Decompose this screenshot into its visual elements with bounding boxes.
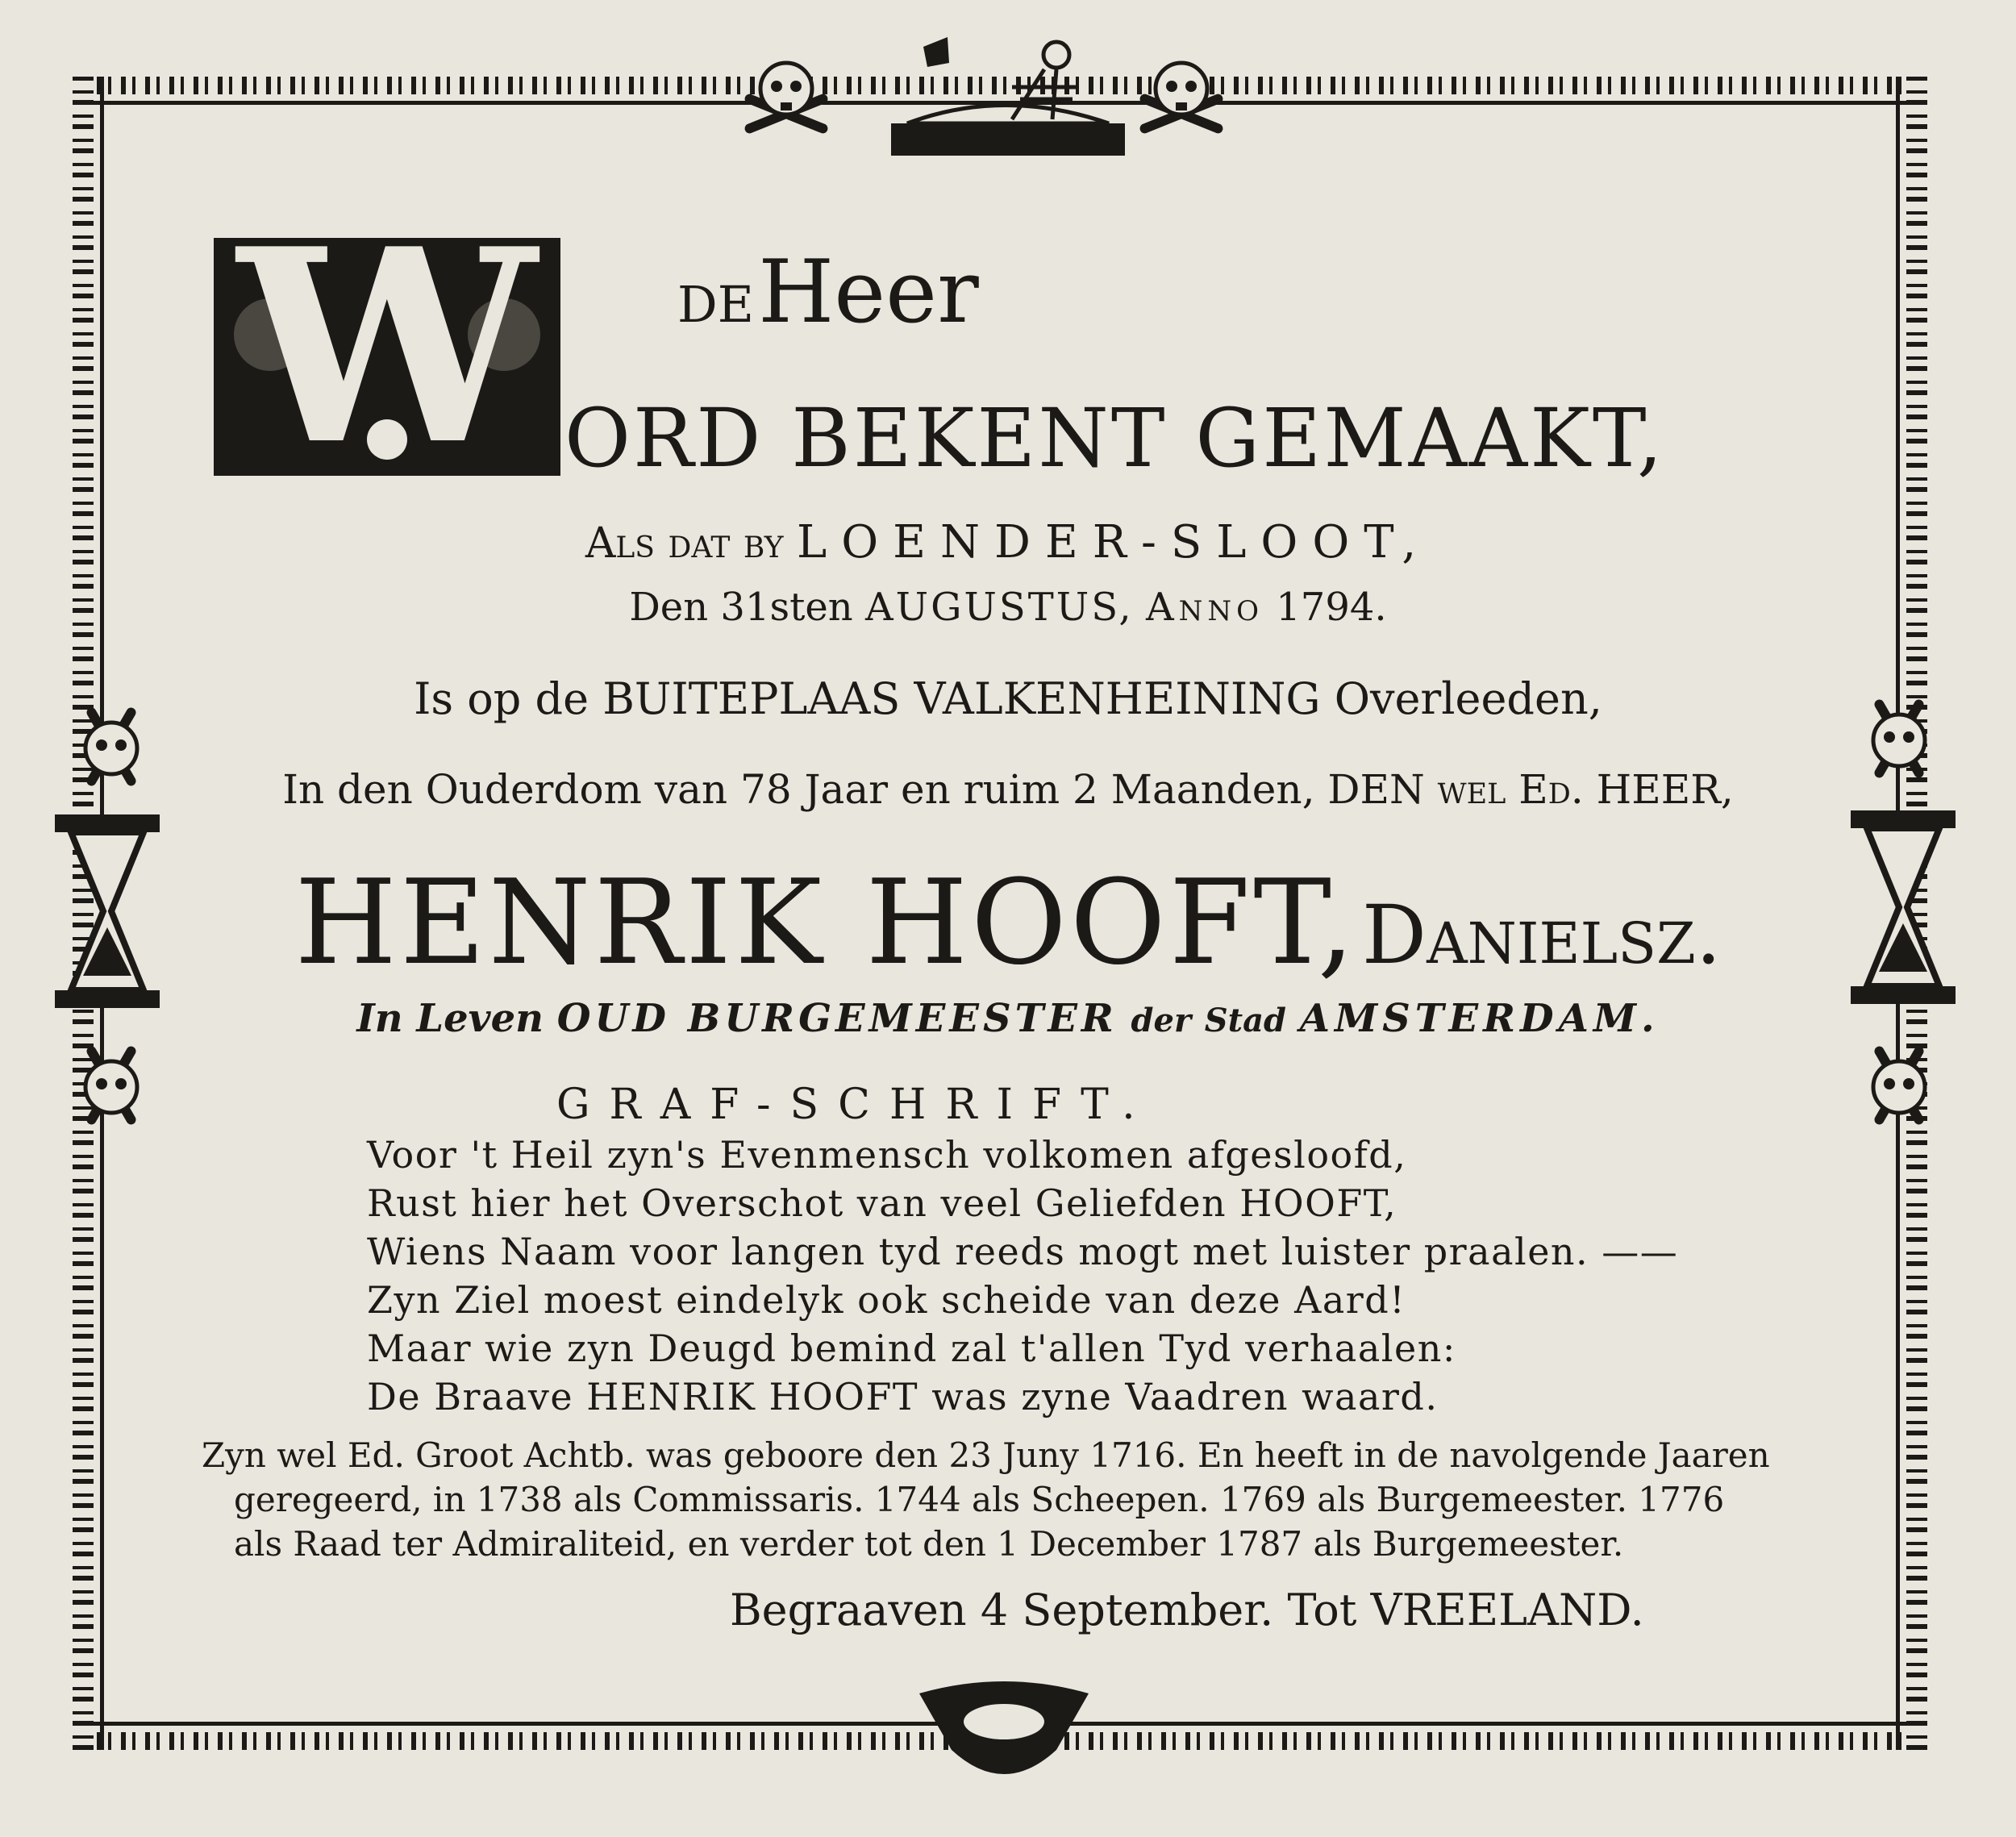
epitaph-line: Maar wie zyn Deugd bemind zal t'allen Tyd verhaalen: bbox=[367, 1327, 1456, 1370]
header-line2: ORD BEKENT GEMAAKT, bbox=[564, 391, 1665, 485]
career-line: als Raad ter Admiraliteid, en verder tot den 1 December 1787 als Burgemeester. bbox=[234, 1524, 1624, 1564]
office-b: OUD BURGEMEESTER bbox=[556, 996, 1118, 1041]
announcement-line1: Is op de BUITEPLAAS VALKENHEINING Overleeden, bbox=[414, 673, 1602, 724]
initial-letter: W bbox=[237, 238, 537, 476]
header-heer: Heer bbox=[758, 242, 979, 343]
epitaph-line: Zyn Ziel moest eindelyk ook scheide van deze Aard! bbox=[367, 1278, 1406, 1322]
epitaph-heading: GRAF-SCHRIFT. bbox=[556, 1081, 1155, 1129]
reclining-skeleton-icon bbox=[891, 31, 1125, 160]
date-year: 1794. bbox=[1276, 585, 1387, 630]
deceased-name bbox=[0, 855, 2016, 991]
floral-ornament-icon bbox=[911, 1677, 1097, 1798]
office-line bbox=[0, 996, 2016, 1041]
skull-crossbones-icon bbox=[1851, 1024, 1947, 1145]
office-a: In Leven bbox=[356, 996, 544, 1041]
epitaph-line: Rust hier het Overschot van veel Geliefden HOOFT, bbox=[367, 1181, 1397, 1225]
date-line bbox=[0, 585, 2016, 630]
header-line3-prefix: Als dat by bbox=[585, 519, 784, 568]
burial-line: Begraaven 4 September. Tot VREELAND. bbox=[730, 1585, 1644, 1635]
name-main: HENRIK HOOFT, bbox=[294, 855, 1358, 991]
epitaph-line: Wiens Naam voor langen tyd reeds mogt met luister praalen. —— bbox=[367, 1230, 1679, 1273]
career-line: geregeerd, in 1738 als Commissaris. 1744 als Scheepen. 1769 als Burgemeester. 1776 bbox=[234, 1480, 1725, 1519]
place-loendersloot: LOENDER-SLOOT, bbox=[797, 516, 1431, 569]
office-d: Stad bbox=[1204, 1002, 1286, 1039]
office-c: der bbox=[1131, 1002, 1192, 1039]
skull-crossbones-icon bbox=[1129, 52, 1234, 141]
header-line1 bbox=[677, 242, 979, 343]
decorated-initial bbox=[214, 238, 560, 476]
skull-crossbones-icon bbox=[63, 1024, 160, 1145]
epitaph-line: Voor 't Heil zyn's Evenmensch volkomen afgesloofd, bbox=[367, 1133, 1407, 1177]
age-text: In den Ouderdom van 78 Jaar en ruim 2 Maanden, bbox=[282, 766, 1315, 813]
honorific: DEN wel Ed. HEER, bbox=[1327, 766, 1734, 813]
date-month: AUGUSTUS, bbox=[864, 585, 1134, 630]
career-line: Zyn wel Ed. Groot Achtb. was geboore den 23 Juny 1716. En heeft in de navolgende Jaaren bbox=[202, 1435, 1770, 1475]
date-anno: Anno bbox=[1145, 585, 1264, 630]
name-suffix: Danielsz. bbox=[1361, 888, 1722, 982]
skull-crossbones-icon bbox=[734, 52, 839, 141]
epitaph-line: De Braave HENRIK HOOFT was zyne Vaadren waard. bbox=[367, 1375, 1439, 1418]
announcement-line2 bbox=[0, 766, 2016, 813]
header-line3 bbox=[0, 516, 2016, 569]
header-prefix: DE bbox=[677, 275, 754, 334]
date-day: Den 31sten bbox=[629, 585, 853, 630]
office-e: AMSTERDAM. bbox=[1299, 996, 1660, 1041]
